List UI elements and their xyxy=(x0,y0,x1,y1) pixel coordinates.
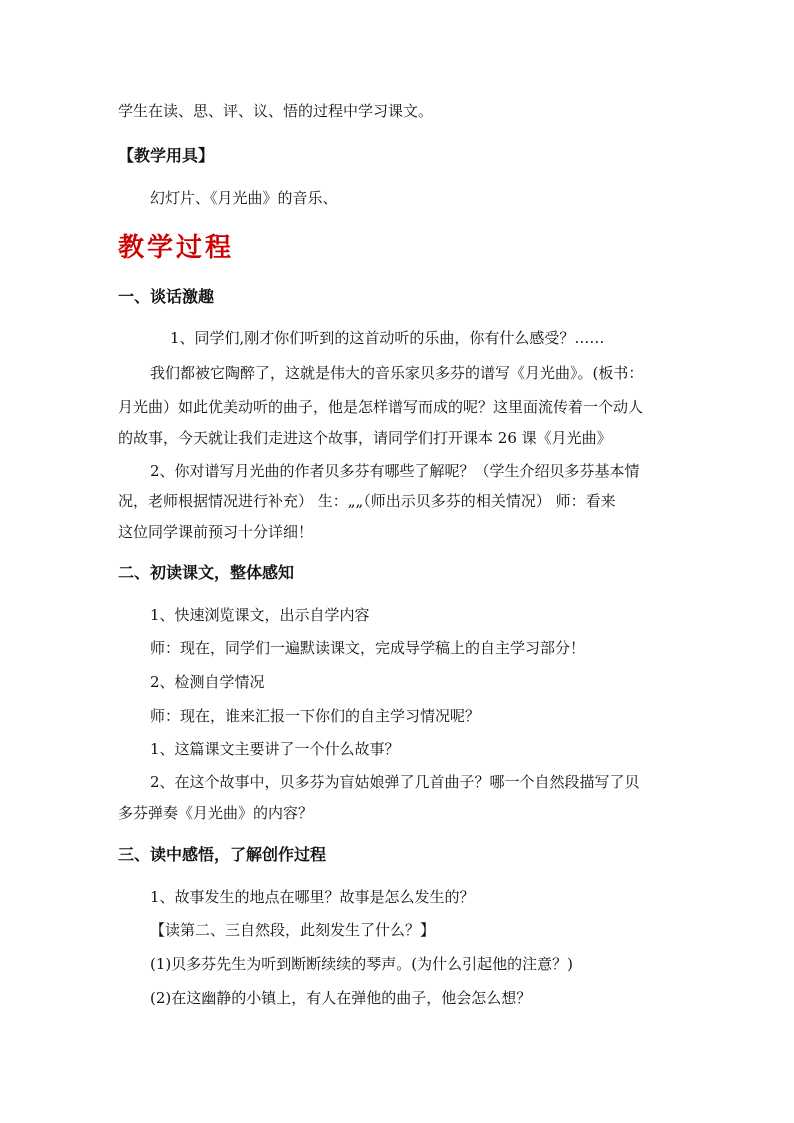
section1-heading: 一、谈话激趣 xyxy=(118,287,215,306)
process-title: 教学过程 xyxy=(118,233,235,263)
section2-line: 多芬弹奏《月光曲》的内容？ xyxy=(118,804,314,822)
section1-line: 1、同学们,刚才你们听到的这首动听的乐曲，你有什么感受？…… xyxy=(170,329,605,347)
section1-line: 况，老师根据情况进行补充） 生：„„（师出示贝多芬的相关情况） 师：看来 xyxy=(118,492,616,510)
intro-paragraph: 学生在读、思、评、议、悟的过程中学习课文。 xyxy=(118,102,434,120)
section2-line: 师：现在，同学们一遍默读课文，完成导学稿上的自主学习部分！ xyxy=(150,639,586,657)
section1-line: 2、你对谱写月光曲的作者贝多芬有哪些了解呢？（学生介绍贝多芬基本情 xyxy=(150,462,640,480)
section3-line: (2)在这幽静的小镇上，有人在弹他的曲子，他会怎么想？ xyxy=(150,989,532,1007)
tools-text: 幻灯片、《月光曲》的音乐、 xyxy=(150,189,338,207)
section2-heading: 二、初读课文，整体感知 xyxy=(118,563,295,582)
section1-line: 这位同学课前预习十分详细！ xyxy=(118,523,314,541)
section2-line: 1、这篇课文主要讲了一个什么故事？ xyxy=(150,740,400,758)
section1-line: 月光曲）如此优美动听的曲子，他是怎样谱写而成的呢？这里面流传着一个动人 xyxy=(118,398,644,416)
section3-line: 1、故事发生的地点在哪里？故事是怎么发生的？ xyxy=(150,888,475,906)
section2-line: 师：现在，谁来汇报一下你们的自主学习情况呢？ xyxy=(150,707,481,725)
section1-line: 我们都被它陶醉了，这就是伟大的音乐家贝多芬的谱写《月光曲》。(板书： xyxy=(150,364,644,382)
section2-line: 2、在这个故事中，贝多芬为盲姑娘弹了几首曲子？哪一个自然段描写了贝 xyxy=(150,773,640,791)
section3-heading: 三、读中感悟，了解创作过程 xyxy=(118,845,327,864)
section3-line: (1)贝多芬先生为听到断断续续的琴声。(为什么引起他的注意？) xyxy=(150,955,573,973)
section1-line: 的故事，今天就让我们走进这个故事，请同学们打开课本 26 课《月光曲》 xyxy=(118,429,612,447)
tools-heading: 【教学用具】 xyxy=(118,146,215,165)
section3-line: 【读第二、三自然段，此刻发生了什么？】 xyxy=(150,921,436,939)
section2-line: 2、检测自学情况 xyxy=(150,673,265,691)
section2-line: 1、快速浏览课文，出示自学内容 xyxy=(150,606,370,624)
